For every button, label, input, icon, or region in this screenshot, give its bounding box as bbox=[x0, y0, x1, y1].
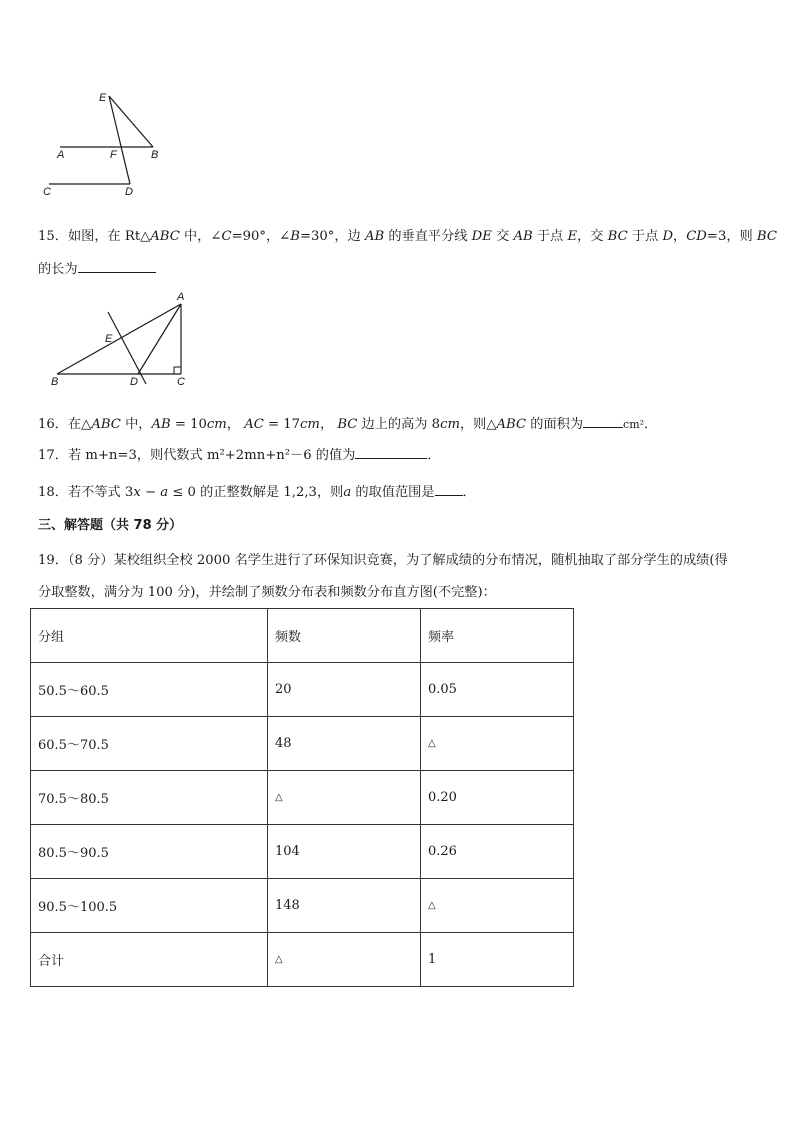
table-cell-blank: △ bbox=[268, 933, 421, 987]
line-ed bbox=[109, 96, 130, 184]
q18-var: a bbox=[343, 485, 352, 500]
q18-var: a bbox=[160, 485, 169, 500]
answer-blank-17[interactable] bbox=[355, 446, 427, 459]
q15-var: CD bbox=[686, 229, 707, 244]
table-cell: 50.5～60.5 bbox=[31, 663, 268, 717]
table-cell-blank: △ bbox=[268, 771, 421, 825]
q15-text: 中，∠ bbox=[179, 229, 222, 244]
q16-var: cm bbox=[440, 417, 460, 432]
q15-text: =90°，∠ bbox=[231, 229, 291, 244]
table-cell: 1 bbox=[421, 933, 574, 987]
label-b: B bbox=[151, 149, 159, 161]
header-group: 分组 bbox=[31, 609, 268, 663]
bisector-de bbox=[108, 312, 146, 384]
q18-text: ． bbox=[462, 485, 476, 500]
q16-text: ， bbox=[319, 417, 338, 432]
q15-text: 的垂直平分线 bbox=[384, 229, 472, 244]
q17-text: 17．若 m+n=3，则代数式 m²+2mn+n²－6 的值为 bbox=[38, 448, 356, 463]
q18-var: x bbox=[133, 485, 141, 500]
answer-blank-18[interactable] bbox=[435, 483, 463, 496]
question-15-line-1 bbox=[38, 228, 777, 246]
table-cell: 70.5～80.5 bbox=[31, 771, 268, 825]
q16-text: = 17 bbox=[263, 417, 301, 432]
q15-text: =3，则 bbox=[706, 229, 757, 244]
label-a: A bbox=[57, 149, 65, 161]
q16-text: ， bbox=[226, 417, 245, 432]
label-d: D bbox=[125, 186, 133, 198]
table-row bbox=[31, 771, 574, 825]
table-cell: 0.20 bbox=[421, 771, 574, 825]
frequency-table bbox=[30, 608, 574, 987]
question-19-line-2: 分取整数，满分为 100 分)，并绘制了频数分布表和频数分布直方图(不完整)： bbox=[38, 585, 496, 600]
q18-text: 18．若不等式 3 bbox=[38, 485, 134, 500]
q16-text: = 10 bbox=[170, 417, 207, 432]
q16-var: ABC bbox=[91, 417, 121, 432]
table-cell: 48 bbox=[268, 717, 421, 771]
q15-var: D bbox=[662, 229, 674, 244]
table-cell-blank: △ bbox=[421, 879, 574, 933]
q16-text: 的面积为 bbox=[526, 417, 584, 432]
question-19-line-1: 19．（8 分）某校组织全校 2000 名学生进行了环保知识竞赛，为了解成绩的分布情况，随机抽取了部分学生的成绩(得 bbox=[38, 553, 728, 568]
q17-text: ． bbox=[427, 448, 441, 463]
q16-text: 16．在△ bbox=[38, 417, 92, 432]
label-d: D bbox=[130, 376, 138, 388]
header-frequency: 频数 bbox=[268, 609, 421, 663]
table-header-row bbox=[31, 609, 574, 663]
q15-var: C bbox=[221, 229, 232, 244]
q15-var: DE bbox=[471, 229, 492, 244]
table-cell: 0.05 bbox=[421, 663, 574, 717]
question-15-line-2 bbox=[38, 260, 156, 279]
table-cell: 0.26 bbox=[421, 825, 574, 879]
q16-text: 边上的高为 8 bbox=[357, 417, 441, 432]
table-row bbox=[31, 879, 574, 933]
q16-var: BC bbox=[337, 417, 358, 432]
q15-var: BC bbox=[756, 229, 777, 244]
table-cell: 90.5～100.5 bbox=[31, 879, 268, 933]
answer-blank-16[interactable] bbox=[583, 415, 623, 428]
figure-right-triangle bbox=[45, 288, 205, 388]
segment-ad bbox=[138, 304, 181, 374]
table-cell: 104 bbox=[268, 825, 421, 879]
q15-var: E bbox=[567, 229, 578, 244]
q15-text: ，交 bbox=[577, 229, 608, 244]
q15-text: =30°，边 bbox=[299, 229, 365, 244]
table-row bbox=[31, 717, 574, 771]
label-c: C bbox=[177, 376, 185, 388]
label-e: E bbox=[105, 333, 113, 345]
figure-parallel-lines bbox=[35, 85, 175, 205]
table-row bbox=[31, 663, 574, 717]
q15-var: AB bbox=[364, 229, 385, 244]
q15-text: 于点 bbox=[627, 229, 663, 244]
q18-text: − bbox=[140, 485, 161, 500]
q16-var: AB bbox=[151, 417, 171, 432]
q16-var: ABC bbox=[496, 417, 527, 432]
answer-blank-15[interactable] bbox=[78, 260, 156, 273]
q16-unit: cm² bbox=[623, 418, 645, 431]
table-row bbox=[31, 825, 574, 879]
q16-var: cm bbox=[300, 417, 320, 432]
q15-text: ， bbox=[673, 229, 687, 244]
q15-text: 于点 bbox=[532, 229, 568, 244]
q15-var: ABC bbox=[150, 229, 180, 244]
label-e: E bbox=[99, 92, 107, 104]
section-title: 三、解答题（共 78 分） bbox=[38, 518, 183, 533]
label-f: F bbox=[110, 149, 117, 161]
question-17 bbox=[38, 446, 441, 465]
label-c: C bbox=[43, 186, 51, 198]
q15-text: 交 bbox=[491, 229, 514, 244]
table-cell: 合计 bbox=[31, 933, 268, 987]
label-b: B bbox=[51, 376, 59, 388]
q18-text: 的取值范围是 bbox=[351, 485, 435, 500]
q15-text: 15．如图，在 Rt△ bbox=[38, 229, 151, 244]
side-ab bbox=[57, 304, 181, 374]
q16-text: ． bbox=[644, 417, 658, 432]
table-row bbox=[31, 933, 574, 987]
table-cell: 148 bbox=[268, 879, 421, 933]
q15-var: BC bbox=[607, 229, 628, 244]
q15-var: B bbox=[290, 229, 300, 244]
q16-var: cm bbox=[206, 417, 227, 432]
right-angle-mark bbox=[174, 367, 181, 374]
question-16 bbox=[38, 415, 657, 434]
table-cell: 20 bbox=[268, 663, 421, 717]
q15-var: AB bbox=[513, 229, 533, 244]
q16-text: 中， bbox=[120, 417, 152, 432]
table-cell: 80.5～90.5 bbox=[31, 825, 268, 879]
header-rate: 频率 bbox=[421, 609, 574, 663]
q16-text: ，则△ bbox=[459, 417, 497, 432]
question-18 bbox=[38, 483, 476, 502]
q16-var: AC bbox=[244, 417, 264, 432]
q15-text: 的长为 bbox=[38, 262, 78, 277]
q18-text: ≤ 0 的正整数解是 1,2,3，则 bbox=[168, 485, 344, 500]
table-cell-blank: △ bbox=[421, 717, 574, 771]
table-cell: 60.5～70.5 bbox=[31, 717, 268, 771]
label-a: A bbox=[177, 291, 185, 303]
